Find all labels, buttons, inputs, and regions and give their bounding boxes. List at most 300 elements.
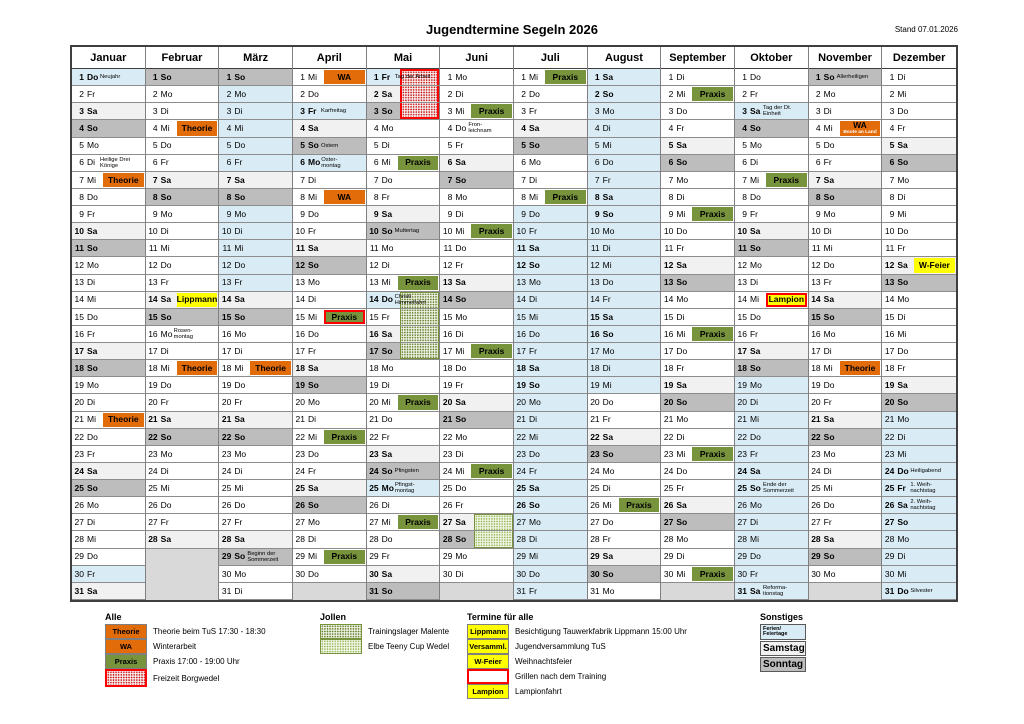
- day-number: 6: [447, 157, 453, 168]
- day-number: 24: [884, 465, 895, 476]
- weekday-label: Fr: [381, 191, 390, 202]
- day-cell-november-25: [809, 480, 882, 497]
- day-number: 14: [663, 294, 674, 305]
- day-number: 18: [295, 363, 305, 373]
- weekday-label: Sa: [381, 568, 393, 579]
- weekday-label: Do: [160, 380, 172, 391]
- day-cell-mai-29: [367, 549, 440, 566]
- month-header-august: August: [588, 47, 661, 69]
- day-cell-märz-7: [219, 172, 292, 189]
- day-cell-august-5: [588, 138, 661, 155]
- day-cell-januar-24: [72, 463, 145, 480]
- day-number: 1: [889, 71, 895, 82]
- day-cell-august-9: [588, 206, 661, 223]
- weekday-label: Sa: [87, 106, 98, 117]
- weekday-label: So: [897, 397, 909, 408]
- day-number: 18: [663, 363, 674, 373]
- day-number: 3: [152, 106, 158, 117]
- weekday-label: Sa: [676, 140, 687, 151]
- weekday-label: Mi: [676, 328, 686, 339]
- day-cell-februar-27: [146, 514, 219, 531]
- day-cell-januar-5: [72, 138, 145, 155]
- holiday-note: 1. Weih- nachtstag: [910, 482, 936, 495]
- weekday-label: Di: [528, 174, 538, 185]
- day-cell-mai-16: [367, 326, 440, 343]
- event-chip-theorie: [103, 173, 144, 187]
- weekday-label: So: [455, 294, 467, 305]
- weekday-label: Sa: [749, 465, 761, 476]
- day-cell-november-24: [809, 463, 882, 480]
- day-number: 13: [148, 277, 158, 288]
- day-cell-januar-30: [72, 566, 145, 583]
- weekday-label: Sa: [307, 363, 319, 373]
- day-number: 18: [442, 363, 453, 373]
- hatch-overlay-borgwedel: [400, 103, 439, 119]
- day-cell-september-8: [661, 189, 734, 206]
- weekday-label: Mo: [602, 585, 615, 596]
- legend-item-text: Besichtigung Tauwerkfabrik Lippmann 15:00 Uhr: [515, 627, 687, 636]
- weekday-label: Do: [381, 174, 393, 185]
- month-header-januar: Januar: [72, 47, 145, 69]
- day-number: 28: [148, 534, 158, 545]
- day-number: 28: [590, 534, 600, 545]
- weekday-label: Mo: [87, 260, 99, 271]
- weekday-label: Di: [381, 260, 390, 271]
- day-cell-april-11: [293, 240, 366, 257]
- day-cell-april-8: [293, 189, 366, 206]
- day-cell-mai-4: [367, 120, 440, 137]
- day-number: 14: [442, 294, 453, 305]
- legend-swatch-theorie: Theorie: [105, 624, 147, 639]
- day-cell-juli-23: [514, 446, 587, 463]
- day-number: 4: [889, 123, 895, 134]
- day-cell-april-5: [293, 138, 366, 155]
- day-cell-juli-4: [514, 120, 587, 137]
- day-number: 24: [369, 465, 379, 476]
- day-cell-februar-19: [146, 377, 219, 394]
- weekday-label: So: [381, 225, 393, 236]
- day-cell-dezember-27: [882, 514, 956, 531]
- weekday-label: Sa: [823, 174, 835, 185]
- weekday-label: So: [381, 106, 393, 117]
- weekday-label: Mi: [897, 208, 907, 219]
- day-number: 4: [742, 123, 747, 134]
- weekday-label: Mi: [676, 208, 686, 219]
- legend-termine: [467, 612, 687, 699]
- day-cell-märz-3: [219, 103, 292, 120]
- day-cell-dezember-2: [882, 86, 956, 103]
- day-number: 24: [737, 465, 747, 476]
- day-number: 26: [590, 500, 600, 511]
- day-number: 3: [373, 106, 379, 117]
- day-cell-mai-8: [367, 189, 440, 206]
- weekday-label: Mi: [602, 260, 612, 271]
- event-chip-label: WA: [337, 191, 352, 202]
- day-cell-februar-23: [146, 446, 219, 463]
- day-number: 18: [811, 363, 821, 373]
- day-number: 10: [516, 225, 526, 236]
- day-cell-april-28: [293, 531, 366, 548]
- day-cell-februar-7: [146, 172, 219, 189]
- weekday-label: Sa: [381, 208, 393, 219]
- weekday-label: Mi: [676, 448, 686, 459]
- day-cell-märz-21: [219, 412, 292, 429]
- weekday-label: Mo: [455, 431, 468, 442]
- day-number: 27: [811, 517, 821, 528]
- day-number: 15: [221, 311, 232, 322]
- day-number: 6: [300, 157, 305, 168]
- day-cell-april-9: [293, 206, 366, 223]
- day-cell-april-17: [293, 343, 366, 360]
- day-cell-september-9: [661, 206, 734, 223]
- weekday-label: Mi: [528, 191, 538, 202]
- day-cell-märz-19: [219, 377, 292, 394]
- weekday-label: Mi: [823, 243, 833, 254]
- day-number: 26: [221, 500, 232, 511]
- day-number: 1: [79, 71, 84, 82]
- weekday-label: So: [676, 157, 688, 168]
- weekday-label: Sa: [160, 414, 172, 425]
- day-cell-dezember-9: [882, 206, 956, 223]
- legend-item-text: Grillen nach dem Training: [515, 672, 607, 681]
- legend-item: [760, 641, 806, 657]
- day-number: 14: [737, 294, 747, 305]
- day-number: 20: [884, 397, 895, 408]
- day-cell-november-11: [809, 240, 882, 257]
- weekday-label: So: [602, 328, 614, 339]
- day-number: 28: [74, 534, 84, 545]
- weekday-label: So: [528, 380, 540, 391]
- day-number: 21: [148, 414, 158, 425]
- weekday-label: So: [307, 380, 319, 391]
- day-number: 7: [447, 174, 453, 185]
- day-cell-september-17: [661, 343, 734, 360]
- day-cell-august-10: [588, 223, 661, 240]
- weekday-label: Di: [160, 345, 169, 356]
- day-number: 8: [742, 191, 747, 202]
- day-number: 23: [516, 448, 526, 459]
- day-number: 28: [221, 534, 232, 545]
- hatch-overlay-malente: [400, 343, 439, 359]
- day-number: 22: [442, 431, 453, 442]
- hatch-overlay-malente: [400, 326, 439, 342]
- weekday-label: Mo: [602, 465, 615, 476]
- day-cell-juli-3: [514, 103, 587, 120]
- day-cell-mai-27: [367, 514, 440, 531]
- day-number: 5: [742, 140, 747, 151]
- day-cell-märz-28: [219, 531, 292, 548]
- day-number: 8: [373, 191, 379, 202]
- day-number: 20: [442, 397, 453, 408]
- day-number: 30: [590, 568, 600, 579]
- day-number: 18: [590, 363, 600, 373]
- day-cell-dezember-26: [882, 497, 956, 514]
- day-number: 30: [516, 568, 526, 579]
- weekday-label: Mi: [455, 465, 465, 476]
- weekday-label: Di: [897, 311, 906, 322]
- legend-item-text: Lampionfahrt: [515, 687, 562, 696]
- day-number: 4: [300, 123, 305, 134]
- day-cell-oktober-2: [735, 86, 808, 103]
- day-cell-märz-23: [219, 446, 292, 463]
- day-number: 1: [668, 71, 674, 82]
- weekday-label: Do: [160, 500, 172, 511]
- day-cell-februar-22: [146, 429, 219, 446]
- day-cell-august-18: [588, 360, 661, 377]
- legend-termine-items: [467, 624, 687, 699]
- weekday-label: Mi: [676, 568, 686, 579]
- weekday-label: Di: [602, 243, 611, 254]
- day-number: 30: [295, 568, 305, 579]
- weekday-label: Fr: [455, 500, 464, 511]
- day-number: 6: [521, 157, 526, 168]
- day-number: 27: [737, 517, 747, 528]
- day-cell-oktober-25: [735, 480, 808, 497]
- legend-item-text: Trainingslager Malente: [368, 627, 450, 636]
- weekday-label: Fr: [823, 277, 832, 288]
- day-number: 25: [221, 482, 232, 493]
- weekday-label: Fr: [676, 243, 685, 254]
- day-cell-november-9: [809, 206, 882, 223]
- day-cell-juli-1: [514, 69, 587, 86]
- day-cell-juli-25: [514, 480, 587, 497]
- weekday-label: Mo: [528, 277, 541, 288]
- day-number: 20: [369, 397, 379, 408]
- day-cell-märz-25: [219, 480, 292, 497]
- day-number: 29: [737, 551, 747, 562]
- weekday-label: Do: [897, 585, 909, 596]
- weekday-label: Fr: [234, 517, 243, 528]
- weekday-label: Mo: [602, 106, 615, 117]
- weekday-label: Sa: [455, 277, 466, 288]
- day-cell-oktober-3: [735, 103, 808, 120]
- day-cell-april-30: [293, 566, 366, 583]
- weekday-label: Fr: [455, 380, 464, 391]
- event-chip-label: Praxis: [699, 208, 726, 219]
- day-number: 23: [295, 448, 305, 459]
- legend-swatch-sobox: Sonntag: [760, 657, 806, 672]
- day-number: 14: [369, 294, 379, 305]
- day-number: 24: [295, 465, 305, 476]
- day-number: 22: [516, 431, 526, 442]
- day-number: 1: [742, 71, 747, 82]
- event-chip-praxis: [692, 327, 733, 341]
- legend-swatch-wa: WA: [105, 639, 147, 654]
- day-cell-juli-18: [514, 360, 587, 377]
- weekday-label: Di: [823, 225, 832, 236]
- day-cell-juni-22: [440, 429, 513, 446]
- weekday-label: So: [455, 414, 467, 425]
- weekday-label: Sa: [749, 106, 761, 117]
- day-number: 30: [884, 568, 895, 579]
- weekday-label: Mo: [381, 363, 394, 373]
- event-chip-praxis: [545, 70, 586, 84]
- weekday-label: So: [307, 500, 319, 511]
- day-cell-juli-8: [514, 189, 587, 206]
- day-number: 27: [369, 517, 379, 528]
- weekday-label: Do: [307, 208, 319, 219]
- day-number: 23: [811, 448, 821, 459]
- day-number: 12: [884, 260, 895, 271]
- day-number: 21: [737, 414, 747, 425]
- weekday-label: Mo: [749, 380, 762, 391]
- day-number: 27: [516, 517, 526, 528]
- day-number: 26: [884, 500, 895, 511]
- day-cell-januar-1: [72, 69, 145, 86]
- event-chip-label: Praxis: [478, 465, 505, 476]
- legend-jollen: [320, 612, 449, 654]
- day-number: 3: [226, 106, 232, 117]
- day-cell-februar-20: [146, 394, 219, 411]
- weekday-label: Fr: [307, 345, 317, 356]
- empty-filler: [809, 583, 882, 600]
- day-cell-august-30: [588, 566, 661, 583]
- day-number: 11: [148, 243, 158, 254]
- day-number: 31: [737, 585, 747, 596]
- weekday-label: Mo: [381, 243, 394, 254]
- weekday-label: So: [823, 431, 835, 442]
- day-cell-august-26: [588, 497, 661, 514]
- day-cell-märz-1: [219, 69, 292, 86]
- weekday-label: Fr: [528, 345, 538, 356]
- day-cell-oktober-21: [735, 412, 808, 429]
- weekday-label: Di: [234, 585, 243, 596]
- day-number: 10: [737, 225, 747, 236]
- weekday-label: Mo: [234, 568, 247, 579]
- day-cell-september-1: [661, 69, 734, 86]
- day-cell-oktober-1: [735, 69, 808, 86]
- weekday-label: Fr: [381, 311, 390, 322]
- legend-item-text: Winterarbeit: [153, 642, 197, 651]
- weekday-label: Di: [234, 225, 243, 236]
- day-number: 17: [884, 345, 895, 356]
- day-cell-dezember-21: [882, 412, 956, 429]
- weekday-label: Mi: [823, 482, 833, 493]
- legend-sonstiges-items: [760, 624, 806, 673]
- day-number: 12: [74, 260, 84, 271]
- legend-swatch-sabox: Samstag: [760, 641, 806, 656]
- weekday-label: Do: [455, 243, 467, 254]
- day-number: 13: [516, 277, 526, 288]
- day-number: 30: [737, 568, 747, 579]
- day-cell-november-18: [809, 360, 882, 377]
- day-number: 15: [148, 311, 158, 322]
- day-number: 15: [737, 311, 747, 322]
- weekday-label: Sa: [602, 71, 614, 82]
- day-cell-mai-25: [367, 480, 440, 497]
- day-cell-mai-19: [367, 377, 440, 394]
- day-number: 28: [369, 534, 379, 545]
- weekday-label: So: [234, 551, 246, 562]
- event-chip-praxis: [324, 430, 365, 444]
- day-cell-januar-13: [72, 275, 145, 292]
- day-number: 21: [663, 414, 674, 425]
- day-number: 16: [590, 328, 600, 339]
- day-cell-oktober-7: [735, 172, 808, 189]
- day-number: 28: [884, 534, 895, 545]
- day-number: 30: [442, 568, 453, 579]
- day-number: 3: [742, 106, 747, 117]
- day-cell-november-7: [809, 172, 882, 189]
- day-cell-mai-30: [367, 566, 440, 583]
- day-number: 14: [74, 294, 84, 305]
- weekday-label: So: [823, 191, 835, 202]
- day-cell-april-16: [293, 326, 366, 343]
- legend-sonstiges-title: Sonstiges: [760, 612, 804, 622]
- day-cell-februar-8: [146, 189, 219, 206]
- weekday-label: Sa: [897, 380, 908, 391]
- day-number: 3: [521, 106, 526, 117]
- day-number: 13: [663, 277, 674, 288]
- month-header-mai: Mai: [367, 47, 440, 69]
- weekday-label: Do: [381, 414, 393, 425]
- day-cell-august-6: [588, 155, 661, 172]
- legend-swatch-hatch-borgwedel: [105, 669, 147, 687]
- day-cell-märz-29: [219, 549, 292, 566]
- weekday-label: Sa: [160, 294, 172, 305]
- day-cell-juni-15: [440, 309, 513, 326]
- weekday-label: Mi: [234, 363, 244, 373]
- weekday-label: Sa: [307, 482, 319, 493]
- day-number: 3: [79, 106, 84, 117]
- day-number: 8: [521, 191, 526, 202]
- day-number: 11: [590, 243, 600, 254]
- holiday-note: 2. Weih- nachtstag: [910, 499, 936, 512]
- weekday-label: Sa: [307, 243, 319, 254]
- day-number: 7: [152, 174, 158, 185]
- day-cell-märz-4: [219, 120, 292, 137]
- weekday-label: Di: [87, 517, 96, 528]
- day-cell-märz-30: [219, 566, 292, 583]
- day-cell-juni-8: [440, 189, 513, 206]
- day-cell-januar-29: [72, 549, 145, 566]
- legend-jollen-title: Jollen: [320, 612, 347, 622]
- weekday-label: Do: [749, 551, 761, 562]
- day-number: 29: [442, 551, 453, 562]
- day-number: 28: [811, 534, 821, 545]
- day-number: 15: [811, 311, 821, 322]
- weekday-label: Mo: [749, 140, 762, 151]
- weekday-label: Fr: [823, 517, 832, 528]
- legend-jollen-items: [320, 624, 449, 654]
- day-cell-november-15: [809, 309, 882, 326]
- month-column-mai: [367, 47, 441, 600]
- day-number: 23: [663, 448, 674, 459]
- event-chip-label: Praxis: [331, 311, 358, 322]
- day-number: 17: [590, 345, 600, 356]
- event-chip-wfeier: [914, 258, 955, 272]
- day-cell-januar-25: [72, 480, 145, 497]
- day-cell-märz-17: [219, 343, 292, 360]
- day-cell-oktober-4: [735, 120, 808, 137]
- weekday-label: So: [528, 140, 540, 151]
- day-cell-august-12: [588, 257, 661, 274]
- weekday-label: So: [823, 71, 835, 82]
- day-cell-april-2: [293, 86, 366, 103]
- weekday-label: Mo: [381, 123, 394, 134]
- day-cell-juni-17: [440, 343, 513, 360]
- event-chip-praxis: [398, 276, 439, 290]
- day-number: 23: [221, 448, 232, 459]
- day-number: 20: [590, 397, 600, 408]
- day-number: 2: [152, 88, 158, 99]
- day-cell-september-14: [661, 292, 734, 309]
- weekday-label: Fr: [602, 534, 611, 545]
- day-number: 10: [369, 225, 379, 236]
- event-chip-praxis: [692, 447, 733, 461]
- event-chip-theorie: [177, 121, 218, 135]
- day-cell-januar-28: [72, 531, 145, 548]
